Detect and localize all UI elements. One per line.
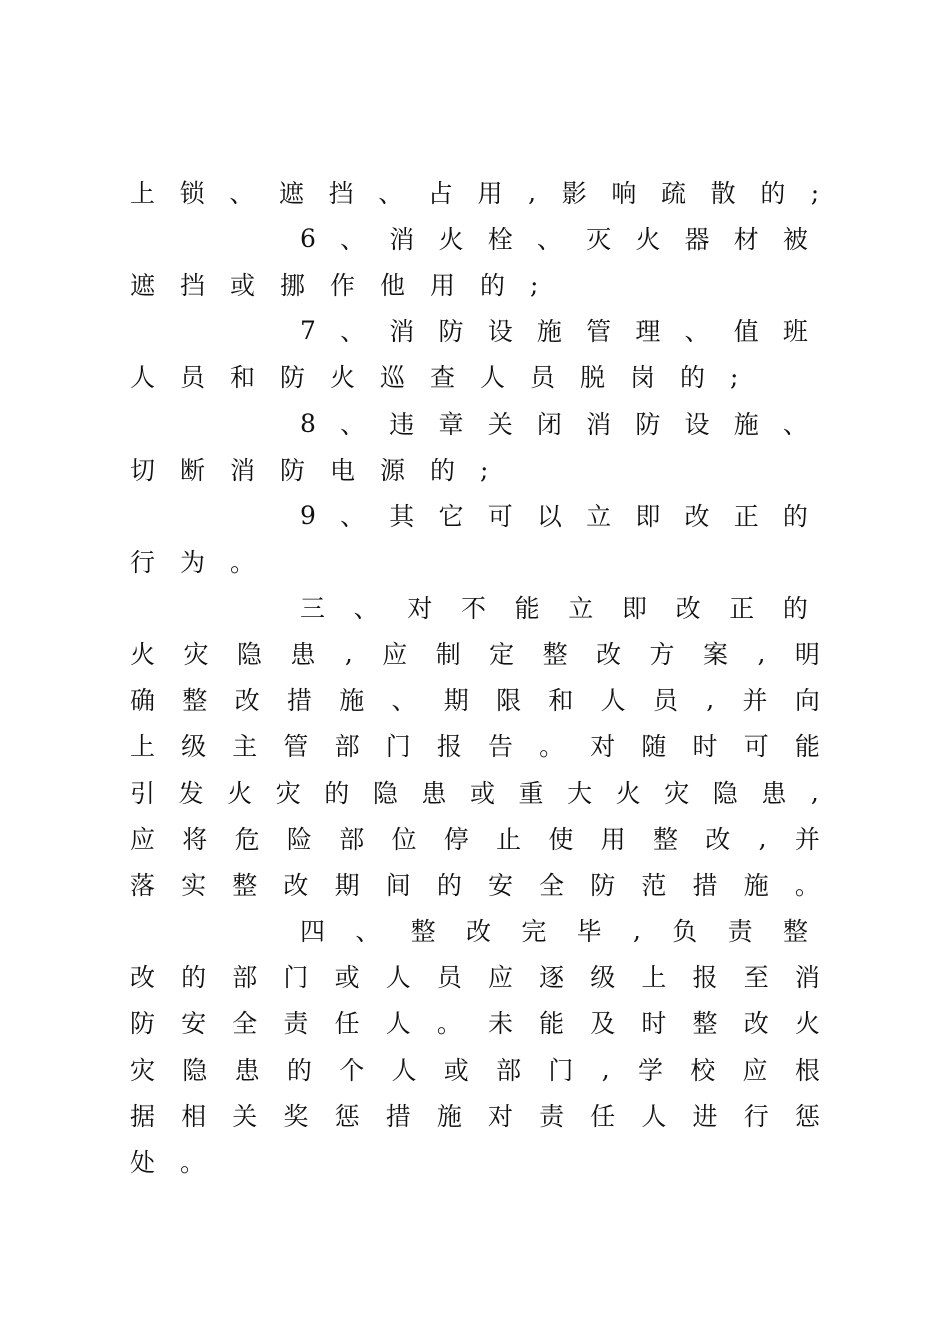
text-line-11: 火 灾 隐 患 , 应 制 定 整 改 方 案 , 明 <box>130 638 820 669</box>
text-line-7: 切 断 消 防 电 源 的 ; <box>130 454 489 485</box>
text-line-9: 行 为 。 <box>130 548 256 577</box>
text-line-22: 处 。 <box>130 1148 206 1177</box>
text-line-17: 四 、 整 改 完 毕 , 负 责 整 <box>300 915 808 946</box>
text-line-13: 上 级 主 管 部 门 报 告 。 对 随 时 可 能 <box>130 732 820 761</box>
text-line-1: 上 锁 、 遮 挡 、 占 用 , 影 响 疏 散 的 ; <box>130 177 820 208</box>
text-line-3: 遮 挡 或 挪 作 他 用 的 ; <box>130 269 539 300</box>
text-line-20: 灾 隐 患 的 个 人 或 部 门 , 学 校 应 根 <box>130 1054 820 1085</box>
text-line-2: 6 、 消 火 栓 、 灭 火 器 材 被 <box>300 223 808 254</box>
text-line-10: 三 、 对 不 能 立 即 改 正 的 <box>300 594 808 623</box>
text-line-14: 引 发 火 灾 的 隐 患 或 重 大 火 灾 隐 患 , <box>130 777 819 808</box>
text-line-21: 据 相 关 奖 惩 措 施 对 责 任 人 进 行 惩 <box>130 1102 820 1131</box>
text-line-15: 应 将 危 险 部 位 停 止 使 用 整 改 , 并 <box>130 823 820 854</box>
text-line-6: 8 、 违 章 关 闭 消 防 设 施 、 <box>300 408 808 439</box>
text-line-8: 9 、 其 它 可 以 立 即 改 正 的 <box>300 500 808 531</box>
text-line-16: 落 实 整 改 期 间 的 安 全 防 范 措 施 。 <box>130 871 820 900</box>
text-line-5: 人 员 和 防 火 巡 查 人 员 脱 岗 的 ; <box>130 361 739 392</box>
text-line-18: 改 的 部 门 或 人 员 应 逐 级 上 报 至 消 <box>130 963 820 992</box>
text-line-4: 7 、 消 防 设 施 管 理 、 值 班 <box>300 315 808 346</box>
text-line-12: 确 整 改 措 施 、 期 限 和 人 员 , 并 向 <box>130 684 820 715</box>
text-line-19: 防 安 全 责 任 人 。 未 能 及 时 整 改 火 <box>130 1009 820 1038</box>
